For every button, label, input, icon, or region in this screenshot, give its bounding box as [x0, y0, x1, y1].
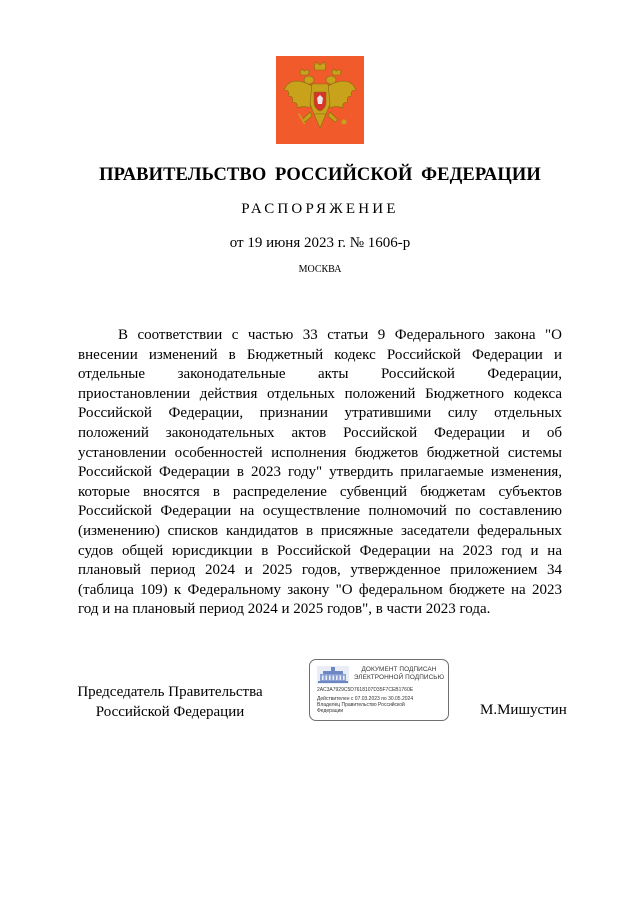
coat-of-arms-icon	[276, 56, 364, 144]
document-date-number: от 19 июня 2023 г. № 1606-р	[229, 235, 411, 251]
electronic-signature-stamp	[309, 659, 449, 721]
stamp-heading-line1: ДОКУМЕНТ ПОДПИСАН	[361, 666, 437, 673]
stamp-certificate: 2АС3А7929С5D7618107D35F7СЕВ1760Е	[317, 687, 414, 693]
signer-name: М.Мишустин	[480, 702, 567, 718]
signer-title	[70, 683, 270, 722]
stamp-heading-line2: ЭЛЕКТРОННОЙ ПОДПИСЬЮ	[353, 673, 445, 681]
document-type: РАСПОРЯЖЕНИЕ	[241, 201, 399, 217]
stamp-owner-line1: Владелец Правительство Российской	[317, 702, 405, 708]
signer-title-line2: Российской Федерации	[95, 703, 245, 720]
stamp-owner-line2: Федерации	[317, 708, 344, 714]
document-place: МОСКВА	[298, 264, 342, 275]
government-building-icon	[317, 666, 349, 684]
stamp-validity: Действителен с 07.03.2023 по 30.05.2024	[317, 696, 414, 702]
stamp-heading	[352, 666, 446, 681]
order-paragraph: В соответствии с частью 33 статьи 9 Федерального закона "О внесении изменений в Бюджетный кодекс Российской Федерации и отдельные законодательные акты Российской Федерации, приостановлении действия отдельных положений Бюджетного кодекса Российской Федерации, признании утратившими силу отдельных положений законодательных актов Российской Федерации и об установлении особенностей исполнения бюджетов бюджетной системы Российской Федерации в 2023 году" утвердить прилагаемые изменения, которые вносятся в распределение субвенций бюджетам субъектов Российской Федерации на осуществление полномочий по составлению (изменению) списков кандидатов в присяжные заседатели федеральных судов общей юрисдикции в Российской Федерации на 2023 год и на плановый период 2024 и 2025 годов, утвержденное приложением 34 (таблица 109) к Федеральному закону "О федеральном бюджете на 2023 год и на плановый период 2024 и 2025 годов", в части 2023 года.	[78, 327, 562, 618]
government-title: ПРАВИТЕЛЬСТВО РОССИЙСКОЙ ФЕДЕРАЦИИ	[99, 165, 541, 185]
signer-title-line1: Председатель Правительства	[77, 684, 263, 700]
